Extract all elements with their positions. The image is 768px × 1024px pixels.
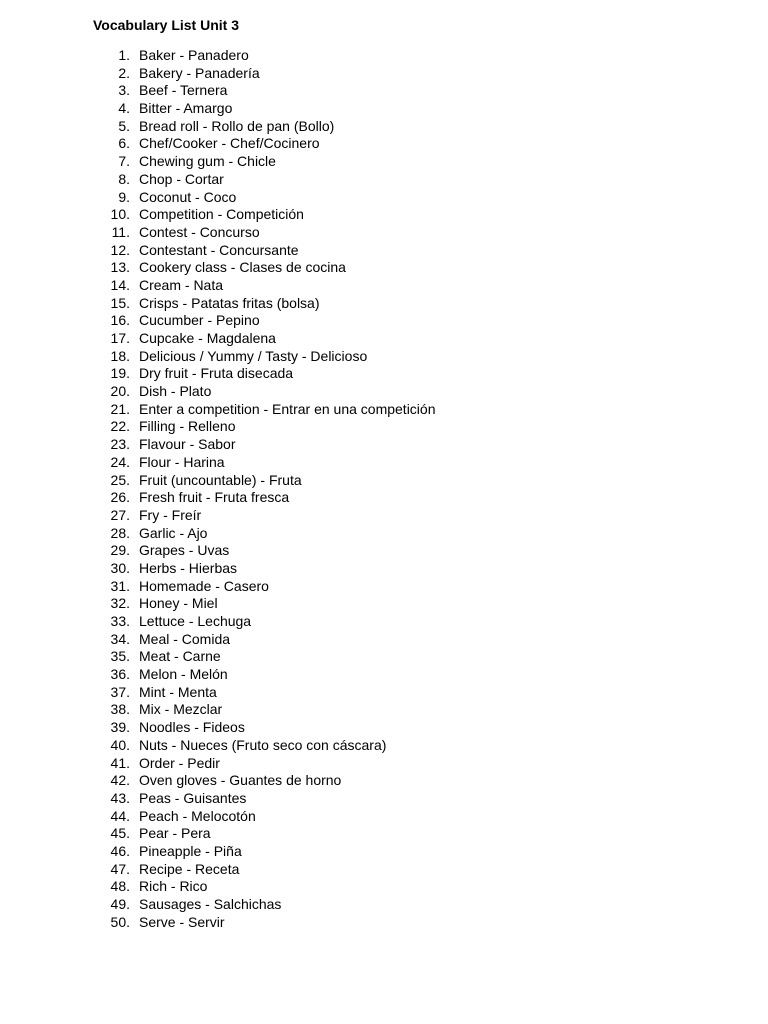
list-item-number: 17. [110,330,130,346]
list-item-text: Crisps - Patatas fritas (bolsa) [139,294,320,311]
list-item-number: 14. [110,276,130,293]
list-item-number: 49. [110,896,130,912]
list-item-text: Nuts - Nueces (Fruto seco con cáscara) [139,736,387,753]
list-item-text: Meat - Carne [139,648,221,665]
list-item-text: Cookery class - Clases de cocina [139,259,346,276]
list-item-text: Serve - Servir [139,913,225,930]
list-item-text: Cucumber - Pepino [139,312,260,329]
list-item-number: 29. [110,542,130,559]
list-item-number: 19. [110,365,130,382]
list-item-text: Mint - Menta [139,683,217,700]
list-item-text: Honey - Miel [139,595,218,612]
list-item-number: 16. [110,312,130,329]
list-item-text: Coconut - Coco [139,188,237,205]
list-item-text: Flavour - Sabor [139,436,236,453]
list-item-number: 7. [118,153,130,170]
list-item-text: Pear - Pera [139,825,211,842]
list-item-number: 11. [111,223,130,240]
list-item-number: 21. [110,400,130,417]
list-item-text: Sausages - Salchichas [139,896,282,912]
list-item-number: 45. [110,825,130,842]
list-item-number: 8. [118,170,130,187]
list-item-text: Melon - Melón [139,666,228,683]
list-item-number: 20. [110,383,130,400]
list-item-text: Baker - Panadero [139,47,249,63]
list-item-number: 4. [118,100,130,117]
list-item-text: Chop - Cortar [139,170,224,187]
list-item-text: Fry - Freír [139,506,202,523]
list-item-number: 24. [110,453,130,470]
list-item-number: 15. [110,294,130,311]
list-item-text: Meal - Comida [139,630,231,647]
list-item-number: 1. [118,47,130,63]
list-item-number: 5. [118,117,130,134]
list-item-number: 23. [110,436,130,453]
list-item-text: Contestant - Concursante [139,241,299,258]
list-item-number: 10. [110,206,130,223]
list-item-number: 40. [110,736,130,753]
list-item-number: 2. [118,64,130,81]
list-item-number: 37. [110,683,130,700]
list-item-number: 27. [110,506,130,523]
list-item-text: Bread roll - Rollo de pan (Bollo) [139,117,335,134]
list-item-text: Beef - Ternera [139,82,228,99]
list-item-number: 32. [110,595,130,612]
list-item-text: Flour - Harina [139,453,225,470]
list-item-text: Garlic - Ajo [139,524,208,541]
list-item-number: 38. [110,701,130,718]
list-item-number: 39. [110,719,130,736]
list-item-text: Dish - Plato [139,383,212,400]
list-item-number: 36. [110,666,130,683]
list-item-text: Competition - Competición [139,206,304,223]
document-title: Vocabulary List Unit 3 [93,17,239,33]
list-item-text: Rich - Rico [139,878,208,895]
list-item-text: Oven gloves - Guantes de horno [139,772,342,789]
list-item-text: Fruit (uncountable) - Fruta [139,471,302,488]
list-item-number: 22. [110,418,130,435]
list-item-text: Chef/Cooker - Chef/Cocinero [139,135,320,152]
list-item-text: Lettuce - Lechuga [139,613,252,629]
list-item-text: Bakery - Panadería [139,64,260,81]
list-item-text: Cupcake - Magdalena [139,330,276,346]
list-item-number: 46. [110,842,130,859]
list-item-text: Contest - Concurso [139,223,260,240]
list-item-number: 30. [110,559,130,576]
list-item-text: Peas - Guisantes [139,789,247,806]
list-item-number: 35. [110,648,130,665]
list-item-text: Enter a competition - Entrar en una competición [139,400,436,417]
list-item-text: Fresh fruit - Fruta fresca [139,489,290,506]
list-item-text: Order - Pedir [139,754,220,771]
list-item-text: Recipe - Receta [139,860,240,877]
list-item-text: Pineapple - Piña [139,842,242,859]
list-item-number: 44. [110,807,130,824]
list-item-number: 28. [110,524,130,541]
list-item-text: Homemade - Casero [139,577,269,594]
list-item-number: 50. [110,913,130,930]
list-item-text: Dry fruit - Fruta disecada [139,365,294,382]
list-item-number: 25. [110,471,130,488]
list-item-number: 31. [110,577,130,594]
list-item-number: 3. [118,82,130,99]
list-item-number: 9. [118,188,130,205]
list-item-text: Mix - Mezclar [139,701,223,718]
list-item-number: 12. [110,241,130,258]
list-item-number: 41. [110,754,130,771]
list-item-number: 43. [110,789,130,806]
list-item-number: 26. [110,489,130,506]
list-item-number: 18. [110,347,130,364]
list-item-number: 6. [118,135,130,152]
list-item-text: Herbs - Hierbas [139,559,238,576]
list-item-text: Delicious / Yummy / Tasty - Delicioso [139,347,368,364]
list-item-text: Noodles - Fideos [139,719,245,736]
list-item-number: 48. [110,878,130,895]
list-item-text: Grapes - Uvas [139,542,230,559]
list-item-text: Chewing gum - Chicle [139,153,276,170]
list-item-number: 13. [110,259,130,276]
list-item-number: 33. [110,613,130,629]
list-item-text: Peach - Melocotón [139,807,256,824]
list-item-number: 47. [110,860,130,877]
list-item-text: Filling - Relleno [139,418,236,435]
list-item-text: Bitter - Amargo [139,100,233,117]
list-item-number: 34. [110,630,130,647]
list-item-number: 42. [110,772,130,789]
list-item-text: Cream - Nata [139,276,224,293]
